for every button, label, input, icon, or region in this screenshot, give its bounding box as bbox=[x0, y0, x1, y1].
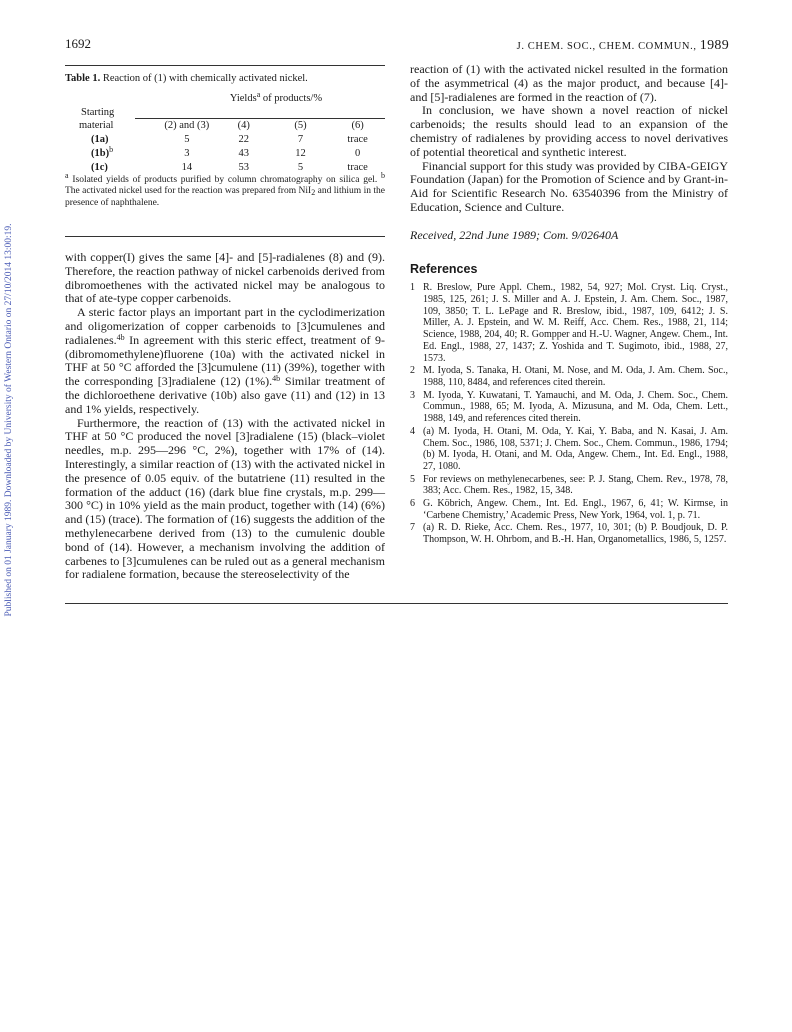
journal-year: 1989 bbox=[699, 38, 729, 53]
right-column-body bbox=[410, 63, 728, 547]
page-bottom-rule bbox=[65, 603, 728, 604]
table-cell: trace bbox=[347, 134, 368, 146]
table-cell: 14 bbox=[181, 161, 193, 173]
body-paragraph: reaction of (1) with the activated nickel resulted in the formation of the asymmetrical (4) as the major product, and because [4]- and [5]-radialenes are formed in the reaction of (7). bbox=[410, 62, 728, 104]
acknowledgement: Financial support for this study was provided by CIBA-GEIGY Foundation (Japan) for the Promotion of Science and by Grant-in-Aid for Scientific Research No. 63540396 from the Ministry of Education, Science and Culture. bbox=[410, 158, 728, 214]
table-caption-label: Table 1. bbox=[65, 73, 101, 84]
yields-table bbox=[65, 89, 385, 175]
reference-item: 2 M. Iyoda, S. Tanaka, H. Otani, M. Nose, and M. Oda, J. Am. Chem. Soc., 1988, 110, 8484, and references cited therein. bbox=[410, 365, 728, 388]
table-cell: 7 bbox=[297, 134, 304, 146]
reference-item: 7 (a) R. D. Rieke, Acc. Chem. Res., 1977, 10, 301; (b) P. Boudjouk, D. P. Thompson, W. H. Ohrbom, and B.-H. Han, Organometallics, 1986, 5, 1257. bbox=[410, 522, 728, 546]
body-paragraph: In conclusion, we have shown a novel reaction of nickel carbenoids; the results should lead to an expansion of the chemistry of radialenes by providing access to novel derivatives of potential theoretical and synthetic interest. bbox=[410, 103, 728, 159]
column-header: (4) bbox=[237, 120, 250, 132]
journal-name: J. CHEM. SOC., CHEM. COMMUN., bbox=[516, 41, 697, 52]
row-material: (1c) bbox=[91, 161, 108, 173]
references-list bbox=[410, 282, 728, 545]
column-header: (2) and (3) bbox=[164, 120, 210, 132]
table-cell: 12 bbox=[295, 147, 306, 159]
column-header: (6) bbox=[351, 120, 364, 132]
reference-item: 6 G. Köbrich, Angew. Chem., Int. Ed. Engl., 1967, 6, 41; W. Kirmse, in ‘Carbene Chemistry,’ Academic Press, New York, 1964, vol. 1, p. 71. bbox=[410, 498, 728, 521]
references-heading: References bbox=[410, 261, 478, 276]
table-caption-text: Reaction of (1) with chemically activated nickel. bbox=[100, 73, 308, 84]
left-column-body bbox=[65, 251, 385, 582]
table-cell: 3 bbox=[184, 147, 190, 159]
reference-item: 3 M. Iyoda, Y. Kuwatani, T. Yamauchi, and M. Oda, J. Chem. Soc., Chem. Commun., 1988, 65; M. Iyoda, A. Mizusuna, and M. Oda, Chem. Lett., 1988, 149, and references cited therein. bbox=[410, 389, 728, 425]
table-cell: 0 bbox=[354, 147, 361, 159]
starting-material-header-2: material bbox=[79, 120, 114, 132]
table-caption bbox=[65, 72, 385, 86]
page-number: 1692 bbox=[65, 36, 91, 51]
journal-header bbox=[517, 38, 729, 54]
row-material: $(1b)^b$ bbox=[91, 144, 114, 159]
received-date: Received, 22nd June 1989; Com. 9/02640A bbox=[410, 227, 619, 242]
reference-item: 1 R. Breslow, Pure Appl. Chem., 1982, 54, 927; Mol. Cryst. Liq. Cryst., 1985, 125, 261; J. S. Miller and A. J. Epstein, J. Am. Chem. Soc., 1987, 109, 3850; T. L. LePage and R. Breslow, ibid., 1987, 109, 6412; J. S. Miller, A. J. Epstein, and W. M. Reiff, Acc. Chem. Res., 1988, 21, 114; Science, 1988, 204, 40; R. Gompper and H.-U. Wagner, Angew. Chem., Int. Ed. Engl., 1988, 27, 1437; Z. Yoshida and T. Sugimoto, ibid., 1988, 27, 1573. bbox=[410, 282, 728, 364]
table-row bbox=[65, 161, 385, 175]
table-footnote: $^a$ Isolated yields of products purified by column chromatography on silica gel. $^b$ The activated nickel used for the reaction was prepared from NiI$_2$ and lithium in the presence of naphthalene. bbox=[65, 170, 385, 208]
table-header-row-3 bbox=[65, 119, 385, 133]
reference-item: 4 (a) M. Iyoda, H. Otani, M. Oda, Y. Kai, Y. Baba, and N. Kasai, J. Am. Chem. Soc., 1986, 108, 5371; J. Chem. Soc., Chem. Commun., 1986, 1794; (b) M. Iyoda, H. Otani, and M. Oda, Angew. Chem., Int. Ed. Engl., 1988, 27, 1080. bbox=[410, 425, 728, 472]
table-1 bbox=[65, 72, 385, 209]
column-header: (5) bbox=[294, 120, 307, 132]
provenance-text: Published on 01 January 1989. Downloaded by University of Western Ontario on 27/10/2014 13:00:19. bbox=[4, 223, 14, 617]
table-cell: 5 bbox=[297, 161, 304, 173]
provenance-sidebar bbox=[2, 170, 16, 670]
table-cell: 22 bbox=[238, 134, 249, 146]
yields-header: Yields$^a$ of products/% bbox=[229, 89, 323, 104]
table-cell: 43 bbox=[238, 147, 249, 159]
body-paragraph: with copper(I) gives the same [4]- and [5]-radialenes (8) and (9). Therefore, the reaction pathway of nickel carbenoids derived from dibromoethenes with the activated nickel may be analogous to that of ate-type copper carbenoids. bbox=[65, 250, 385, 306]
body-paragraph: A steric factor plays an important part in the cyclodimerization and oligomerization of copper carbenoids to [3]cumulenes and radialenes.$^{4b}$ In agreement with this steric effect, treatment of 9-(dibromomethylene)fluorene (10a) with the activated nickel in THF at 50 °C afforded the [3]cumulene (11) (39%), together with the corresponding [3]radialene (12) (1%).$^{4b}$ Similar treatment of the dichloroethene derivative (10b) also gave (11) and (12) in 13 and 1% yields, respectively. bbox=[65, 305, 386, 416]
table-cell: 53 bbox=[238, 161, 249, 173]
table-top-rule bbox=[65, 65, 385, 66]
table-header-row-1 bbox=[65, 92, 385, 106]
row-material: (1a) bbox=[91, 134, 109, 146]
table-row bbox=[65, 147, 385, 161]
body-paragraph: Furthermore, the reaction of (13) with the activated nickel in THF at 50 °C produced the novel [3]radialene (15) (black–violet needles, m.p. 295—296 °C, 2%), together with 17% of (14). Interestingly, a similar reaction of (13) with the activated nickel in the presence of 0.05 equiv. of the butatriene (11) resulted in the formation of the adduct (16) (dark blue fine crystals, m.p. 299—300 °C) in 10% yield as the main product, together with (14) (6%) and (15) (trace). The formation of (16) suggests the addition of the methylenecarbene derived from (13) to the cumulenic double bond of (14). However, a mechanism involving the addition of carbenes to [3]cumulenes can be ruled out as a general mechanism for radialene formation, because the stereoselectivity of the bbox=[65, 415, 385, 582]
starting-material-header-1: Starting bbox=[81, 106, 115, 118]
table-cell: trace bbox=[347, 161, 368, 173]
table-header-row-2 bbox=[65, 106, 385, 120]
reference-item: 5 For reviews on methylenecarbenes, see: P. J. Stang, Chem. Rev., 1978, 78, 383; Acc. Chem. Res., 1982, 15, 348. bbox=[410, 473, 728, 497]
table-cell: 5 bbox=[184, 134, 190, 146]
table-bottom-rule bbox=[65, 236, 385, 237]
